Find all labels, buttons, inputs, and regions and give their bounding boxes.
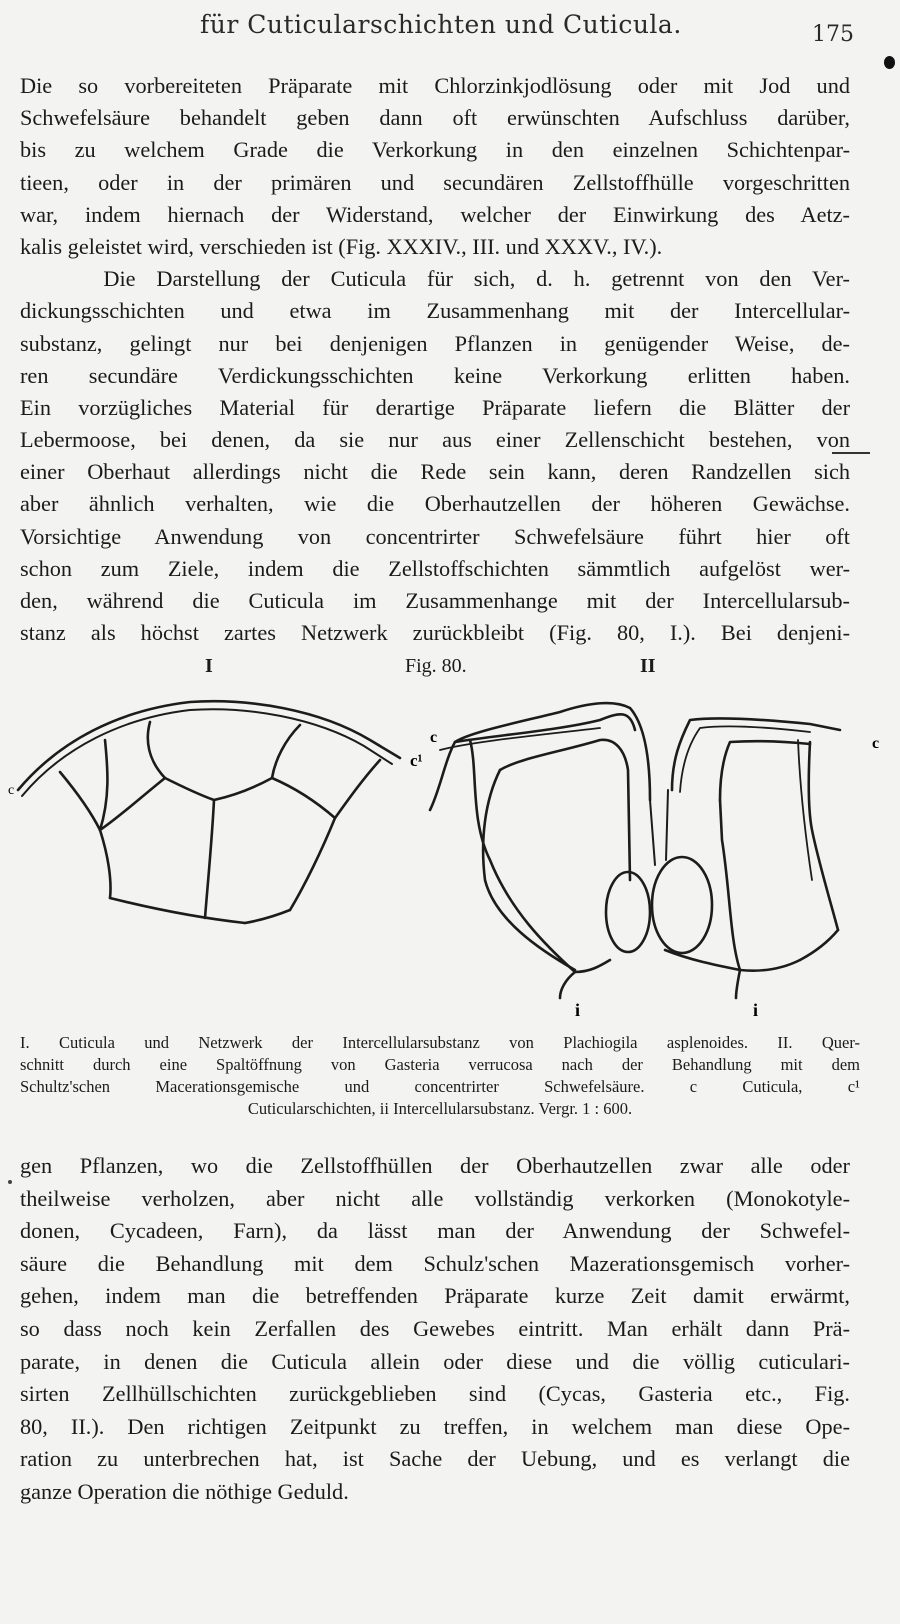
figure-title: Fig. 80. — [405, 655, 467, 677]
page-number: 175 — [812, 22, 854, 47]
text-line: sirten Zellhüllschichten zurückgeblieben sind (Cycas, Gasteria etc., Fig. — [20, 1381, 850, 1407]
figure-label-c-top: c — [430, 729, 438, 746]
text-line: dickungsschichten und etwa im Zusammenhang mit der Intercellular- — [20, 298, 850, 324]
text-line: theilweise verholzen, aber nicht alle vollständig verkorken (Monokotyle- — [20, 1185, 850, 1211]
running-head: für Cuticularschichten und Cuticula. — [200, 10, 682, 39]
text-line: Die so vorbereiteten Präparate mit Chlorzinkjodlösung oder mit Jod und — [20, 73, 850, 98]
paragraph-bottom — [20, 1150, 850, 1509]
caption-line: Schultz'schen Macerationsgemische und concentrirter Schwefelsäure. c Cuticula, c¹ — [20, 1077, 860, 1096]
text-line: kalis geleistet wird, verschieden ist (Fig. XXXIV., III. und XXXV., IV.). — [20, 233, 663, 259]
text-line: bis zu welchem Grade die Verkorkung in den einzelnen Schichtenpar- — [20, 137, 850, 163]
text-line: tieen, oder in der primären und secundären Zellstoffhülle vorgeschritten — [20, 169, 850, 195]
text-line: gehen, indem man die betreffenden Präparate kurze Zeit damit erwärmt, — [20, 1283, 850, 1309]
text-line: substanz, gelingt nur bei denjenigen Pflanzen in genügender Weise, de- — [20, 330, 850, 356]
text-line: stanz als höchst zartes Netzwerk zurückbleibt (Fig. 80, I.). Bei denjeni- — [20, 620, 850, 646]
text-line: so dass noch kein Zerfallen des Gewebes eintritt. Man erhält dann Prä- — [20, 1315, 850, 1341]
figure-label-c-left: c — [8, 783, 15, 798]
text-line: Die Darstellung der Cuticula für sich, d. h. getrennt von den Ver- — [20, 266, 850, 292]
margin-mark — [832, 452, 870, 454]
paragraph-top — [20, 70, 850, 649]
figure-label-c-right: c — [872, 735, 880, 752]
text-line: einer Oberhaut allerdings nicht die Rede sein kann, deren Randzellen sich — [20, 459, 850, 485]
figure-80-drawing — [0, 680, 900, 1020]
text-line: Vorsichtige Anwendung von concentrirter Schwefelsäure führt hier oft — [20, 523, 850, 549]
caption-line: Cuticularschichten, ii Intercellularsubstanz. Vergr. 1 : 600. — [247, 1099, 633, 1118]
panel-i-cell-network — [18, 701, 400, 923]
ink-speck — [884, 56, 895, 69]
text-line: donen, Cycadeen, Farn), da lässt man der Anwendung der Schwefel- — [20, 1218, 850, 1244]
text-line: den, während die Cuticula im Zusammenhange mit der Intercellularsub- — [20, 588, 850, 613]
panel-ii-stoma — [430, 703, 840, 998]
text-line: Schwefelsäure behandelt geben dann oft erwünschten Aufschluss darüber, — [20, 105, 850, 131]
figure-label-i-left: i — [575, 1000, 581, 1020]
text-line: ration zu unterbrechen hat, ist Sache der Uebung, und es verlangt die — [20, 1446, 850, 1472]
text-line: schon zum Ziele, indem die Zellstoffschichten sämmtlich aufgelöst wer- — [20, 555, 850, 581]
text-line: war, indem hiernach der Widerstand, welcher der Einwirkung des Aetz- — [20, 201, 850, 227]
text-line: ren secundäre Verdickungsschichten keine Verkorkung erlitten haben. — [20, 362, 850, 388]
text-line: aber ähnlich verhalten, wie die Oberhautzellen der höheren Gewächse. — [20, 491, 850, 517]
text-line: säure die Behandlung mit dem Schulz'schen Mazerationsgemisch vorher- — [20, 1250, 850, 1276]
text-line: 80, II.). Den richtigen Zeitpunkt zu treffen, in welchem man diese Ope- — [20, 1413, 850, 1439]
figure-caption — [20, 1032, 860, 1120]
text-line: Ein vorzügliches Material für derartige Präparate liefern die Blätter der — [20, 394, 850, 420]
text-line: gen Pflanzen, wo die Zellstoffhüllen der Oberhautzellen zwar alle oder — [20, 1153, 850, 1178]
text-line: ganze Operation die nöthige Geduld. — [20, 1478, 349, 1504]
figure-label-c1: c¹ — [410, 751, 423, 770]
margin-dot — [8, 1180, 12, 1184]
figure-label-i-right: i — [753, 1000, 759, 1020]
caption-line: I. Cuticula und Netzwerk der Intercellularsubstanz von Plachiogila asplenoides. II. Quer- — [20, 1033, 860, 1052]
text-line: Lebermoose, bei denen, da sie nur aus einer Zellenschicht bestehen, von — [20, 427, 850, 453]
panel-label-left: I — [205, 655, 213, 677]
panel-label-right: II — [640, 655, 656, 677]
text-line: parate, in denen die Cuticula allein oder diese und die völlig cuticulari- — [20, 1348, 850, 1374]
caption-line: schnitt durch eine Spaltöffnung von Gasteria verrucosa nach der Behandlung mit dem — [20, 1055, 860, 1074]
